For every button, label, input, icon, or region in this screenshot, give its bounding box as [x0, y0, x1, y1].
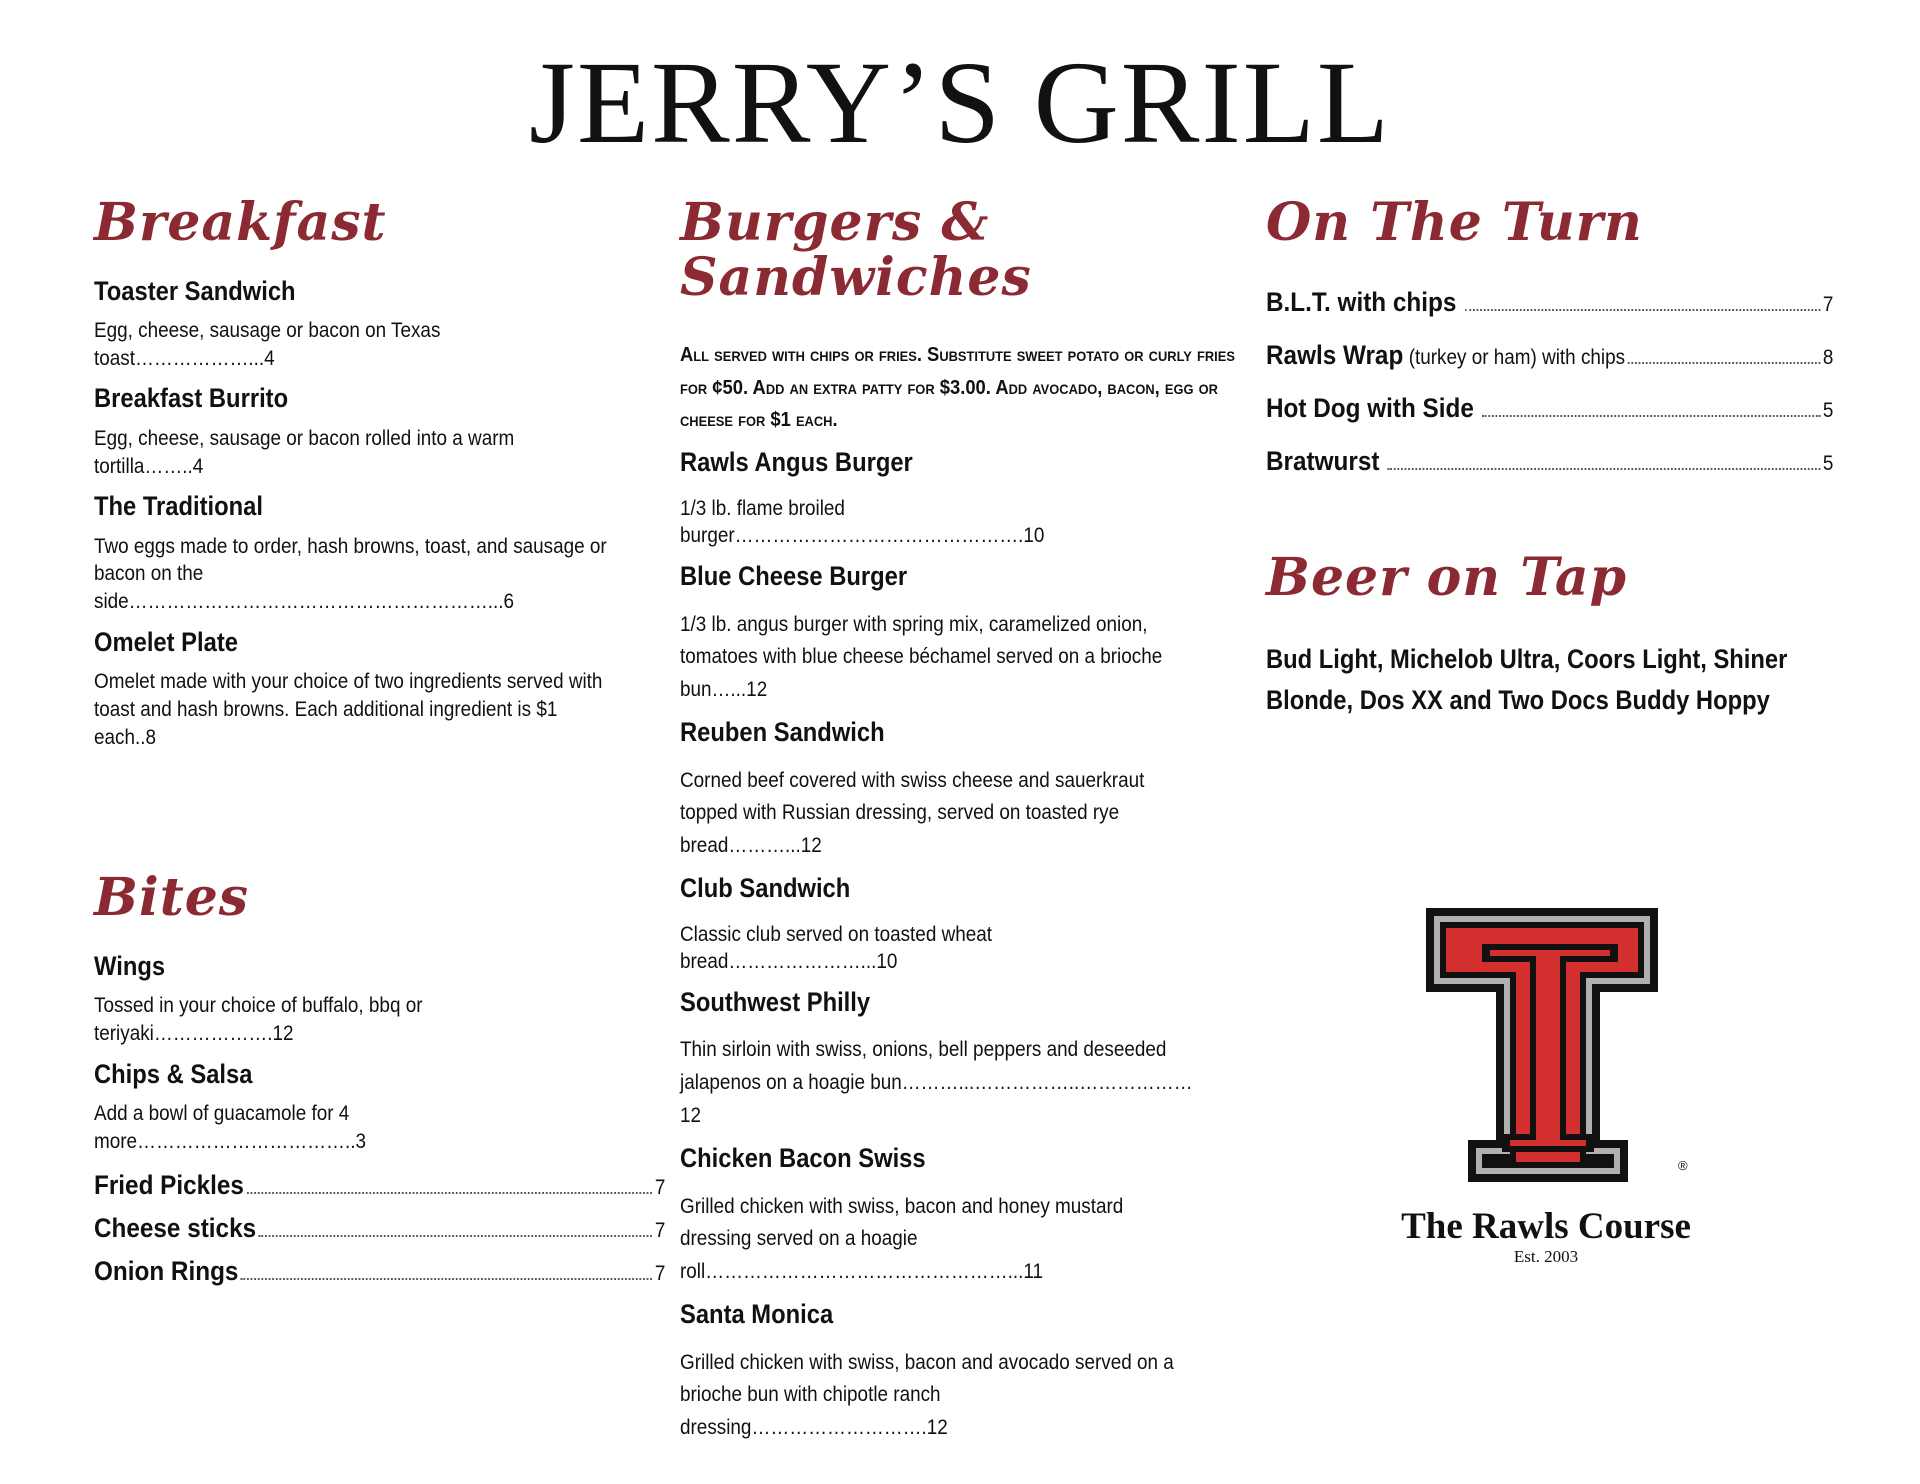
column-left [94, 192, 666, 1287]
menu-item-row [94, 1256, 665, 1287]
item-sub: (turkey or ham) with chips [1408, 345, 1626, 369]
item-desc: 1/3 lb. flame broiled burger……………………………………….10 [680, 496, 1045, 548]
leader-dots [1388, 468, 1821, 470]
column-right [1266, 192, 1834, 720]
item-price: 8 [1822, 345, 1834, 369]
column-middle [680, 192, 1252, 1444]
menu-item-row [1266, 340, 1833, 371]
menu-item [94, 1058, 666, 1156]
menu-item [680, 560, 1252, 706]
item-name: The Traditional [94, 491, 263, 522]
menu-item-row [1266, 287, 1833, 318]
menu-item-row [1266, 393, 1833, 424]
leader-dots [1482, 415, 1820, 417]
section-note: All served with chips or fries. Substitute sweet potato or curly fries for ¢50. Add an extra patty for $3.00. Add avocado, bacon, egg or cheese for $1 each. [680, 344, 1235, 431]
leader-dots [1464, 309, 1820, 311]
leader-dots [1628, 362, 1820, 364]
item-name: Santa Monica [680, 1299, 834, 1330]
item-name: Club Sandwich [680, 873, 851, 904]
item-price: 7 [1822, 292, 1834, 316]
beer-list: Bud Light, Michelob Ultra, Coors Light, Shiner Blonde, Dos XX and Two Docs Buddy Hoppy [1266, 644, 1788, 715]
item-name: Hot Dog with Side [1266, 392, 1474, 423]
menu-item [94, 950, 666, 1048]
logo-caption [1340, 1208, 1752, 1267]
item-desc: Egg, cheese, sausage or bacon on Texas toast………………...4 [94, 318, 441, 370]
menu-item [94, 382, 666, 480]
double-t-logo [1386, 900, 1706, 1195]
section-title-beer-on-tap: Beer on Tap [1266, 546, 1627, 608]
item-name: Southwest Philly [680, 987, 871, 1018]
item-desc: Egg, cheese, sausage or bacon rolled into a warm tortilla……..4 [94, 426, 515, 478]
established-date: Est. 2003 [1513, 1247, 1579, 1266]
menu-item [680, 986, 1252, 1132]
item-desc: Tossed in your choice of buffalo, bbq or teriyaki……………….12 [94, 994, 423, 1046]
page-title: JERRY’S GRILL [529, 37, 1391, 168]
double-t-icon [1386, 900, 1706, 1190]
leader-dots [259, 1235, 652, 1237]
section-title-breakfast: Breakfast [94, 192, 387, 253]
item-desc: Corned beef covered with swiss cheese and sauerkraut topped with Russian dressing, served on toasted rye bread………...12 [680, 768, 1145, 857]
item-desc: Classic club served on toasted wheat bread…………………...10 [680, 922, 993, 974]
leader-dots [247, 1192, 653, 1194]
item-name: Blue Cheese Burger [680, 561, 908, 592]
item-name: Breakfast Burrito [94, 383, 289, 414]
course-name: The Rawls Course [1401, 1206, 1691, 1247]
item-name: Rawls Wrap [1266, 339, 1404, 370]
item-price: 7 [654, 1218, 666, 1242]
item-name: Fried Pickles [94, 1169, 244, 1200]
item-name: Rawls Angus Burger [680, 447, 913, 478]
menu-item-row [94, 1170, 665, 1201]
menu-item [680, 872, 1252, 976]
menu-item [680, 1142, 1252, 1288]
registered-mark: ® [1678, 1158, 1688, 1173]
item-desc: Two eggs made to order, hash browns, toast, and sausage or bacon on the side…………………………………………………...6 [94, 534, 607, 614]
item-desc: 1/3 lb. angus burger with spring mix, caramelized onion, tomatoes with blue cheese béchamel served on a brioche bun…...12 [680, 612, 1163, 701]
menu-item [680, 716, 1252, 862]
menu-item [94, 275, 666, 373]
item-name: Reuben Sandwich [680, 717, 885, 748]
item-desc: Omelet made with your choice of two ingredients served with toast and hash browns. Each additional ingredient is $1 each..8 [94, 670, 603, 749]
item-name: Omelet Plate [94, 626, 238, 657]
item-name: Onion Rings [94, 1255, 239, 1286]
item-name: Chips & Salsa [94, 1058, 253, 1089]
item-price: 5 [1822, 398, 1834, 422]
item-name: Bratwurst [1266, 445, 1380, 476]
item-desc: Grilled chicken with swiss, bacon and honey mustard dressing served on a hoagie roll…………………………………………...11 [680, 1194, 1124, 1283]
leader-dots [241, 1278, 652, 1280]
menu-item-row [94, 1213, 665, 1244]
item-name: Chicken Bacon Swiss [680, 1143, 926, 1174]
menu-item [94, 490, 666, 616]
item-name: Wings [94, 950, 166, 981]
section-title-on-the-turn: On The Turn [1266, 192, 1643, 253]
section-title-bites: Bites [94, 867, 250, 929]
menu-item [680, 1298, 1252, 1444]
menu-item [680, 446, 1252, 550]
item-desc: Thin sirloin with swiss, onions, bell peppers and deseeded jalapenos on a hoagie bun………...……………..………………12 [680, 1038, 1193, 1127]
item-name: Toaster Sandwich [94, 275, 296, 306]
item-price: 7 [654, 1261, 666, 1285]
item-price: 7 [654, 1175, 666, 1199]
item-name: Cheese sticks [94, 1212, 257, 1243]
section-title-burgers: Burgers & Sandwiches [680, 192, 1032, 308]
item-price: 5 [1822, 451, 1834, 475]
menu-item-row [1266, 446, 1833, 477]
menu-item [94, 626, 666, 752]
item-name: B.L.T. with chips [1266, 286, 1457, 317]
item-desc: Grilled chicken with swiss, bacon and avocado served on a brioche bun with chipotle ranch dressing……………………….12 [680, 1350, 1174, 1439]
item-desc: Add a bowl of guacamole for 4 more……………………………..3 [94, 1102, 366, 1153]
